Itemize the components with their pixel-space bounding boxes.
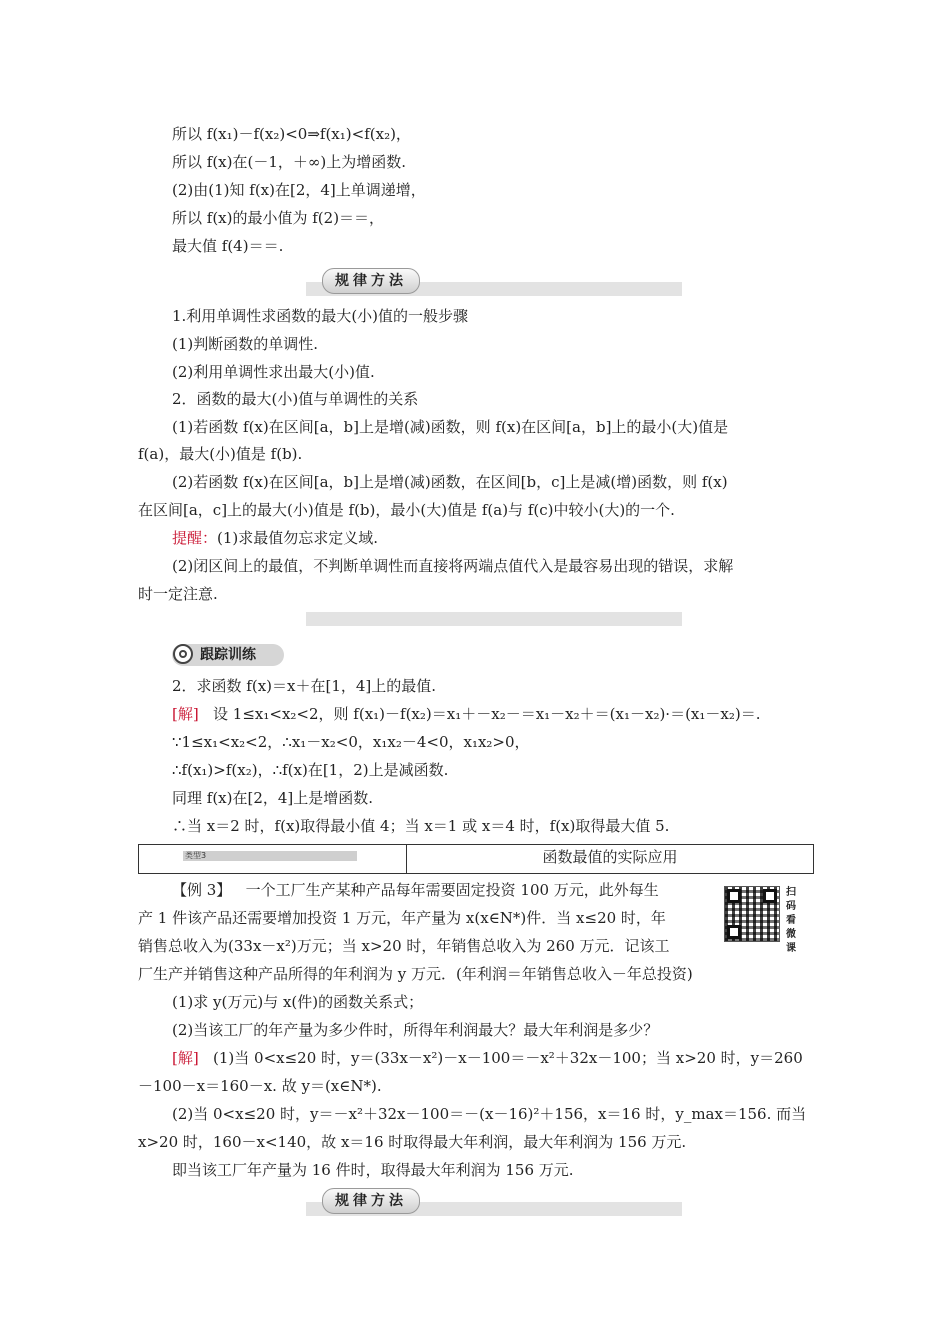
example-line: 厂生产并销售这种产品所得的年利润为 y 万元．(年利润＝年销售总收入－年总投资) [138, 965, 693, 983]
text-line: (2)闭区间上的最值，不判断单调性而直接将两端点值代入是最容易出现的错误，求解 [172, 557, 734, 575]
text-line: 所以 f(x₁)－f(x₂)<0⇒f(x₁)<f(x₂)， [172, 125, 411, 143]
solution-line: －100－x＝160－x. 故 y＝(x∈N*). [138, 1077, 382, 1095]
text-line: (2)利用单调性求出最大(小)值. [172, 363, 375, 381]
solution-line: 即当该工厂年产量为 16 件时，取得最大年利润为 156 万元. [172, 1161, 574, 1179]
text-line: (1)若函数 f(x)在区间[a，b]上是增(减)函数，则 f(x)在区间[a，b]上的最小(大)值是 [172, 418, 729, 436]
qr-code-icon[interactable] [724, 886, 780, 942]
text-line: (2)若函数 f(x)在区间[a，b]上是增(减)函数，在区间[b，c]上是减(增)函数，则 f(x) [172, 473, 728, 491]
text-line: f(a)，最大(小)值是 f(b). [138, 445, 303, 463]
method-banner-label: 规律方法 [322, 268, 420, 294]
solution-text: 设 1≤x₁<x₂<2，则 f(x₁)－f(x₂)＝x₁＋－x₂－＝x₁－x₂＋＝(x₁－x₂)·＝(x₁－x₂)＝. [213, 705, 761, 723]
text-line: 2．函数的最大(小)值与单调性的关系 [172, 390, 419, 408]
text-line: 最大值 f(4)＝＝. [172, 237, 284, 255]
example-label: 【例 3】 [172, 881, 232, 899]
text-line: (1)判断函数的单调性. [172, 335, 319, 353]
type-title: 函数最值的实际应用 [542, 848, 678, 866]
example-line [172, 880, 659, 900]
text-line: (2)由(1)知 f(x)在[2，4]上单调递增， [172, 181, 426, 199]
solution-line: ∴当 x＝2 时，f(x)取得最小值 4；当 x＝1 或 x＝4 时，f(x)取得最大值 5. [172, 817, 670, 835]
question-line: (1)求 y(万元)与 x(件)的函数关系式； [172, 993, 424, 1011]
tracking-label: 跟踪训练 [200, 647, 256, 663]
target-icon [173, 644, 193, 664]
example-text: 一个工厂生产某种产品每年需要固定投资 100 万元，此外每生 [245, 881, 659, 899]
solution-line: 同理 f(x)在[2，4]上是增函数. [172, 789, 374, 807]
text-line: 所以 f(x)在(－1，＋∞)上为增函数. [172, 153, 406, 171]
question-line: (2)当该工厂的年产量为多少件时，所得年利润最大？最大年利润是多少？ [172, 1021, 659, 1039]
text-line: 在区间[a，c]上的最大(小)值是 f(b)，最小(大)值是 f(a)与 f(c)中较小(大)的一个. [138, 501, 675, 519]
solution-text: (1)当 0<x≤20 时，y＝(33x－x²)－x－100＝－x²＋32x－100；当 x>20 时，y＝260 [213, 1049, 803, 1067]
tip-text: (1)求最值勿忘求定义域. [217, 529, 379, 547]
question-line: 2．求函数 f(x)＝x＋在[1，4]上的最值. [172, 677, 437, 695]
solution-line: (2)当 0<x≤20 时，y＝－x²＋32x－100＝－(x－16)²＋156，x＝16 时，y_max＝156. 而当 [172, 1105, 807, 1123]
type-tag: 类型3 [183, 851, 357, 861]
section-end-bar [306, 612, 682, 626]
tip-line [172, 528, 378, 548]
tip-label: 提醒： [172, 529, 218, 547]
qr-caption: 扫码看微课 [786, 887, 796, 954]
solution-line [172, 1048, 803, 1068]
method-banner-label: 规律方法 [322, 1188, 420, 1214]
solution-label: [解] [172, 1049, 199, 1067]
solution-label: [解] [172, 705, 199, 723]
solution-line: x>20 时，160－x<140，故 x＝16 时取得最大年利润，最大年利润为 156 万元. [138, 1133, 687, 1151]
solution-line: ∴f(x₁)>f(x₂)，∴f(x)在[1，2)上是减函数. [172, 761, 449, 779]
text-line: 1.利用单调性求函数的最大(小)值的一般步骤 [172, 307, 469, 325]
solution-line [172, 704, 761, 724]
example-line: 产 1 件该产品还需要增加投资 1 万元，年产量为 x(x∈N*)件．当 x≤20 时，年 [138, 909, 666, 927]
text-line: 所以 f(x)的最小值为 f(2)＝＝， [172, 209, 385, 227]
example-line: 销售总收入为(33x－x²)万元；当 x>20 时，年销售总收入为 260 万元．记该工 [138, 937, 670, 955]
text-line: 时一定注意. [138, 585, 218, 603]
type-tag-cell [139, 845, 407, 873]
type-header-table [138, 844, 814, 874]
solution-line: ∵1≤x₁<x₂<2，∴x₁－x₂<0，x₁x₂－4<0，x₁x₂>0， [172, 733, 530, 751]
